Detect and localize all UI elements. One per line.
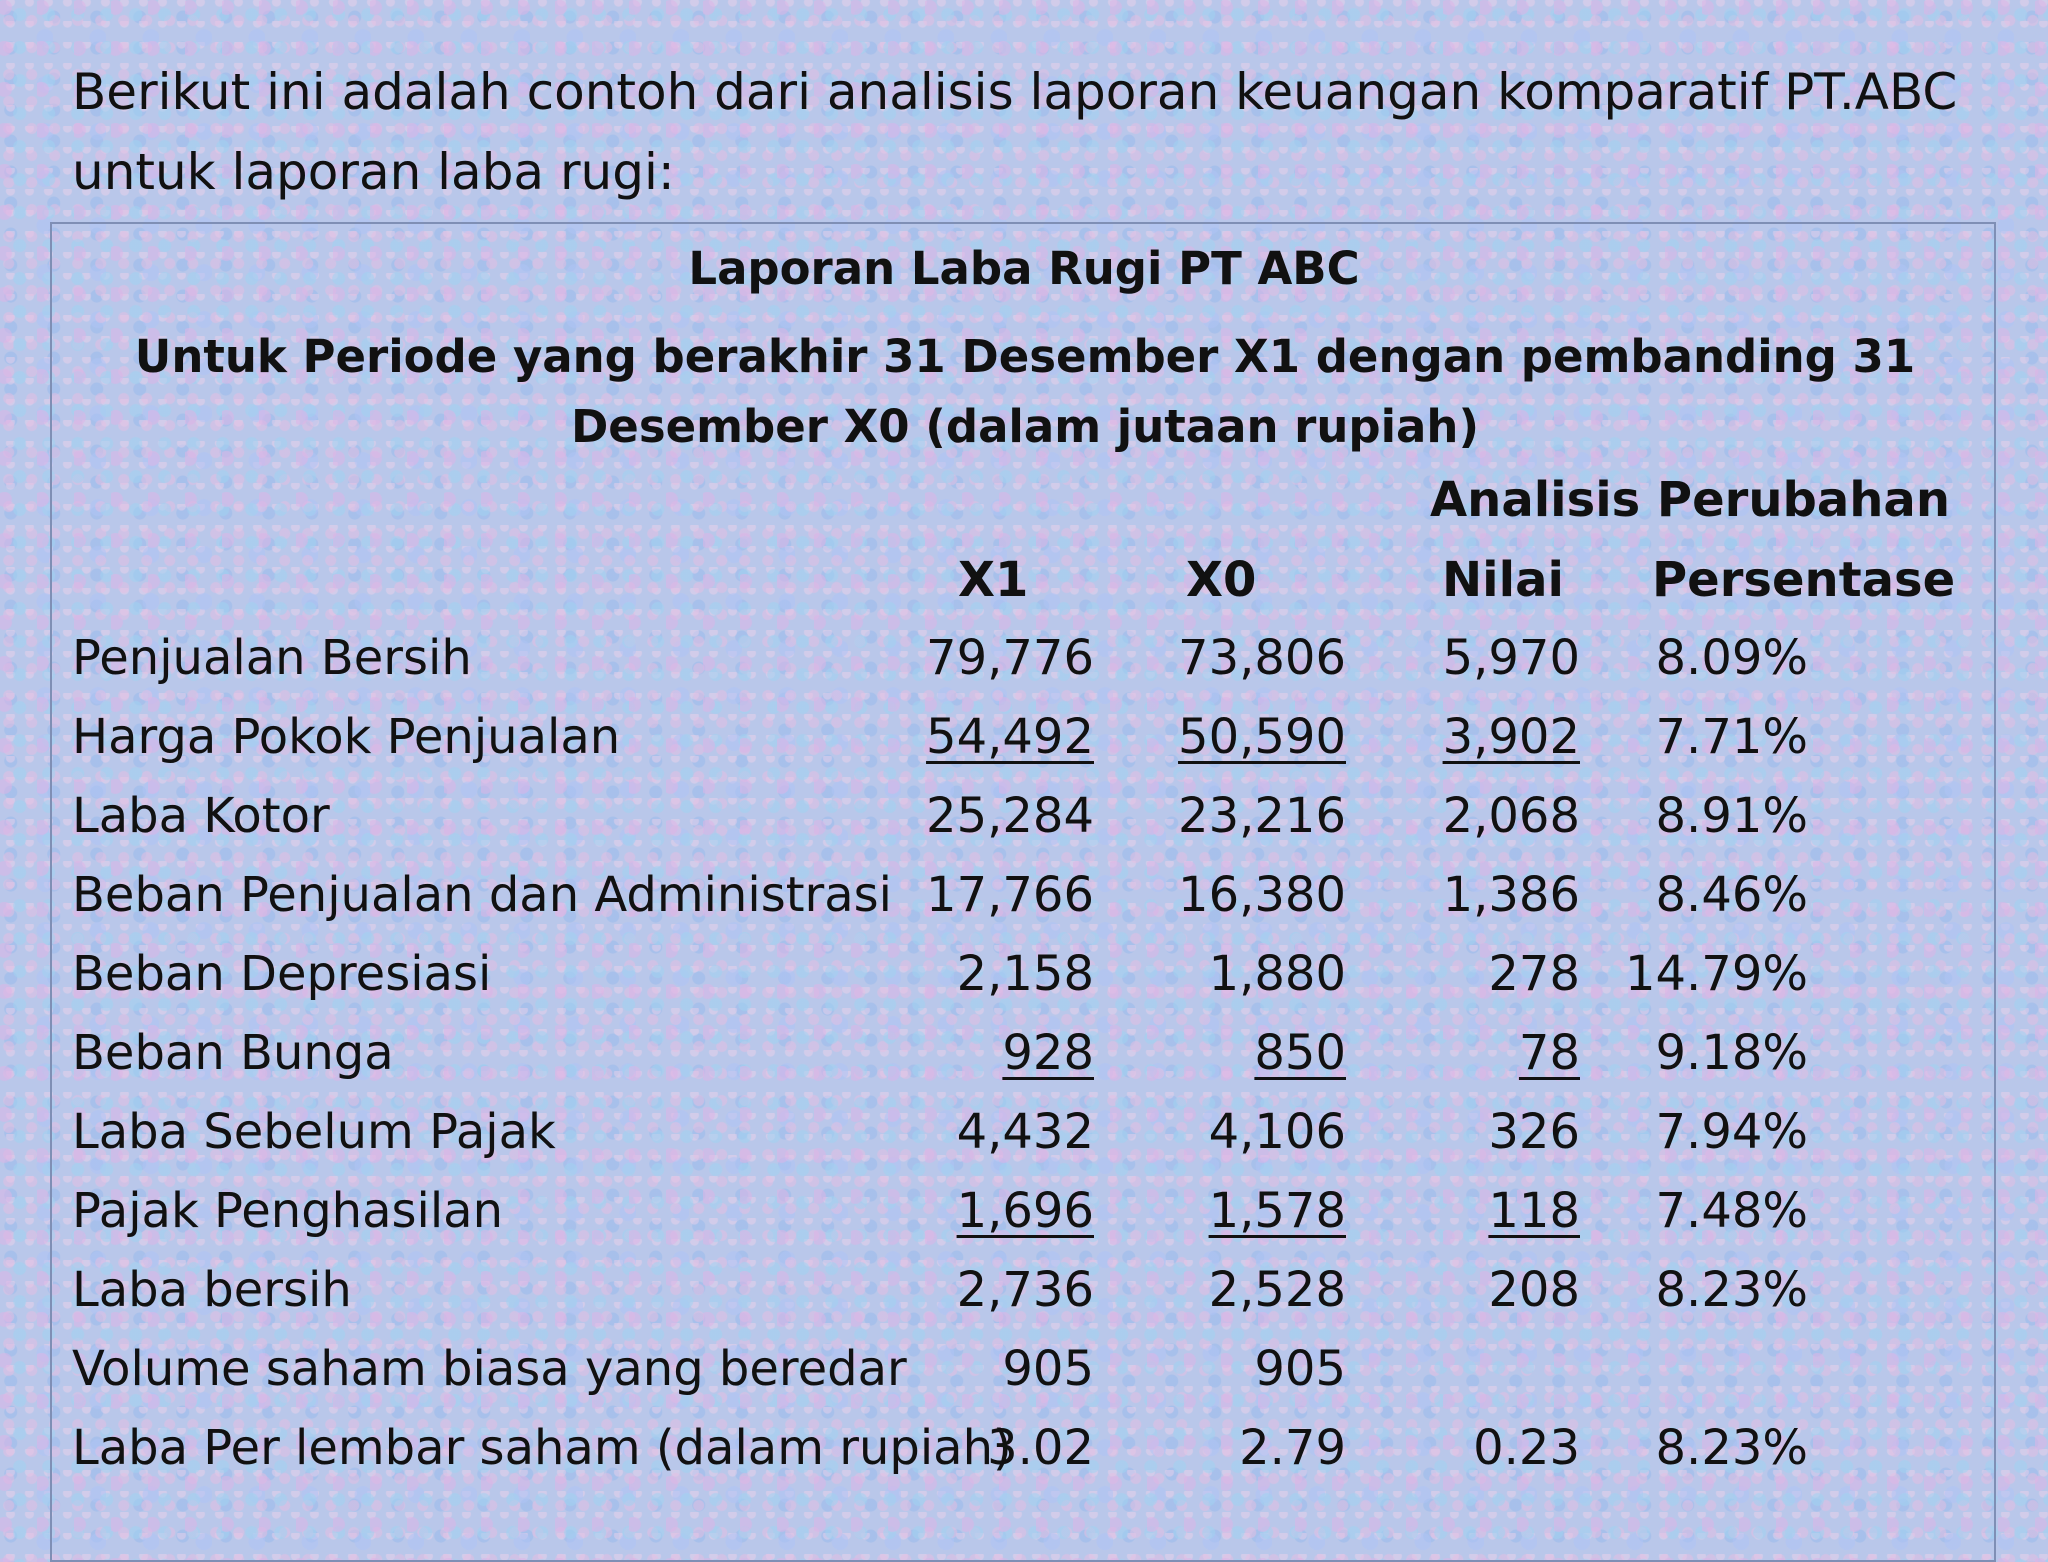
value-nilai: 118 <box>1488 1183 1580 1239</box>
table-row <box>0 1420 2048 1499</box>
table-row <box>0 788 2048 867</box>
table-row <box>0 1183 2048 1262</box>
table-row <box>0 630 2048 709</box>
value-x0: 2,528 <box>1208 1262 1346 1318</box>
value-x0: 73,806 <box>1178 630 1346 686</box>
row-label: Beban Bunga <box>72 1025 394 1081</box>
row-label: Beban Penjualan dan Administrasi <box>72 867 893 923</box>
value-persentase: 9.18% <box>1655 1025 1808 1081</box>
value-persentase: 14.79% <box>1624 946 1808 1002</box>
row-label: Penjualan Bersih <box>72 630 472 686</box>
value-persentase: 8.23% <box>1655 1420 1808 1476</box>
value-persentase: 8.09% <box>1655 630 1808 686</box>
value-nilai: 5,970 <box>1442 630 1580 686</box>
table-row <box>0 709 2048 788</box>
value-x0: 4,106 <box>1208 1104 1346 1160</box>
value-persentase: 8.91% <box>1655 788 1808 844</box>
value-x0: 50,590 <box>1178 709 1346 765</box>
column-header-persentase: Persentase <box>1652 552 1956 608</box>
column-header-x1: X1 <box>958 552 1029 608</box>
analysis-group-header: Analisis Perubahan <box>1430 472 1950 528</box>
value-persentase: 7.71% <box>1655 709 1808 765</box>
value-x0: 1,880 <box>1208 946 1346 1002</box>
column-header-nilai: Nilai <box>1442 552 1564 608</box>
value-x0: 16,380 <box>1178 867 1346 923</box>
value-x1: 25,284 <box>926 788 1094 844</box>
value-x0: 1,578 <box>1208 1183 1346 1239</box>
value-persentase: 7.48% <box>1655 1183 1808 1239</box>
row-label: Volume saham biasa yang beredar <box>72 1341 907 1397</box>
value-nilai: 0.23 <box>1473 1420 1580 1476</box>
value-persentase: 8.23% <box>1655 1262 1808 1318</box>
table-row <box>0 1104 2048 1183</box>
value-x0: 2.79 <box>1239 1420 1346 1476</box>
intro-text: Berikut ini adalah contoh dari analisis laporan keuangan komparatif PT.ABC untuk laporan laba rugi: <box>72 63 1958 201</box>
value-x1: 3.02 <box>987 1420 1094 1476</box>
value-x1: 54,492 <box>926 709 1094 765</box>
row-label: Laba bersih <box>72 1262 352 1318</box>
report-subtitle: Untuk Periode yang berakhir 31 Desember X1 dengan pembanding 31 Desember X0 (dalam jutaan rupiah) <box>134 330 1916 453</box>
value-x0: 905 <box>1254 1341 1346 1397</box>
value-x1: 1,696 <box>956 1183 1094 1239</box>
value-x1: 4,432 <box>956 1104 1094 1160</box>
table-row <box>0 1262 2048 1341</box>
value-nilai: 3,902 <box>1442 709 1580 765</box>
row-label: Beban Depresiasi <box>72 946 492 1002</box>
value-persentase: 7.94% <box>1655 1104 1808 1160</box>
row-label: Laba Per lembar saham (dalam rupiah) <box>72 1420 1012 1476</box>
value-persentase: 8.46% <box>1655 867 1808 923</box>
value-nilai: 2,068 <box>1442 788 1580 844</box>
table-row <box>0 867 2048 946</box>
value-nilai: 1,386 <box>1442 867 1580 923</box>
value-x1: 2,158 <box>956 946 1094 1002</box>
report-title: Laporan Laba Rugi PT ABC <box>688 242 1360 295</box>
value-x0: 850 <box>1254 1025 1346 1081</box>
row-label: Harga Pokok Penjualan <box>72 709 621 765</box>
value-nilai: 326 <box>1488 1104 1580 1160</box>
table-row <box>0 946 2048 1025</box>
value-x1: 2,736 <box>956 1262 1094 1318</box>
value-x1: 17,766 <box>926 867 1094 923</box>
value-nilai: 278 <box>1488 946 1580 1002</box>
value-x0: 23,216 <box>1178 788 1346 844</box>
row-label: Laba Kotor <box>72 788 330 844</box>
row-label: Pajak Penghasilan <box>72 1183 504 1239</box>
value-nilai: 208 <box>1488 1262 1580 1318</box>
value-x1: 905 <box>1002 1341 1094 1397</box>
value-x1: 928 <box>1002 1025 1094 1081</box>
table-row <box>0 1025 2048 1104</box>
column-header-x0: X0 <box>1186 552 1257 608</box>
value-x1: 79,776 <box>926 630 1094 686</box>
value-nilai: 78 <box>1518 1025 1580 1081</box>
table-row <box>0 1341 2048 1420</box>
row-label: Laba Sebelum Pajak <box>72 1104 556 1160</box>
